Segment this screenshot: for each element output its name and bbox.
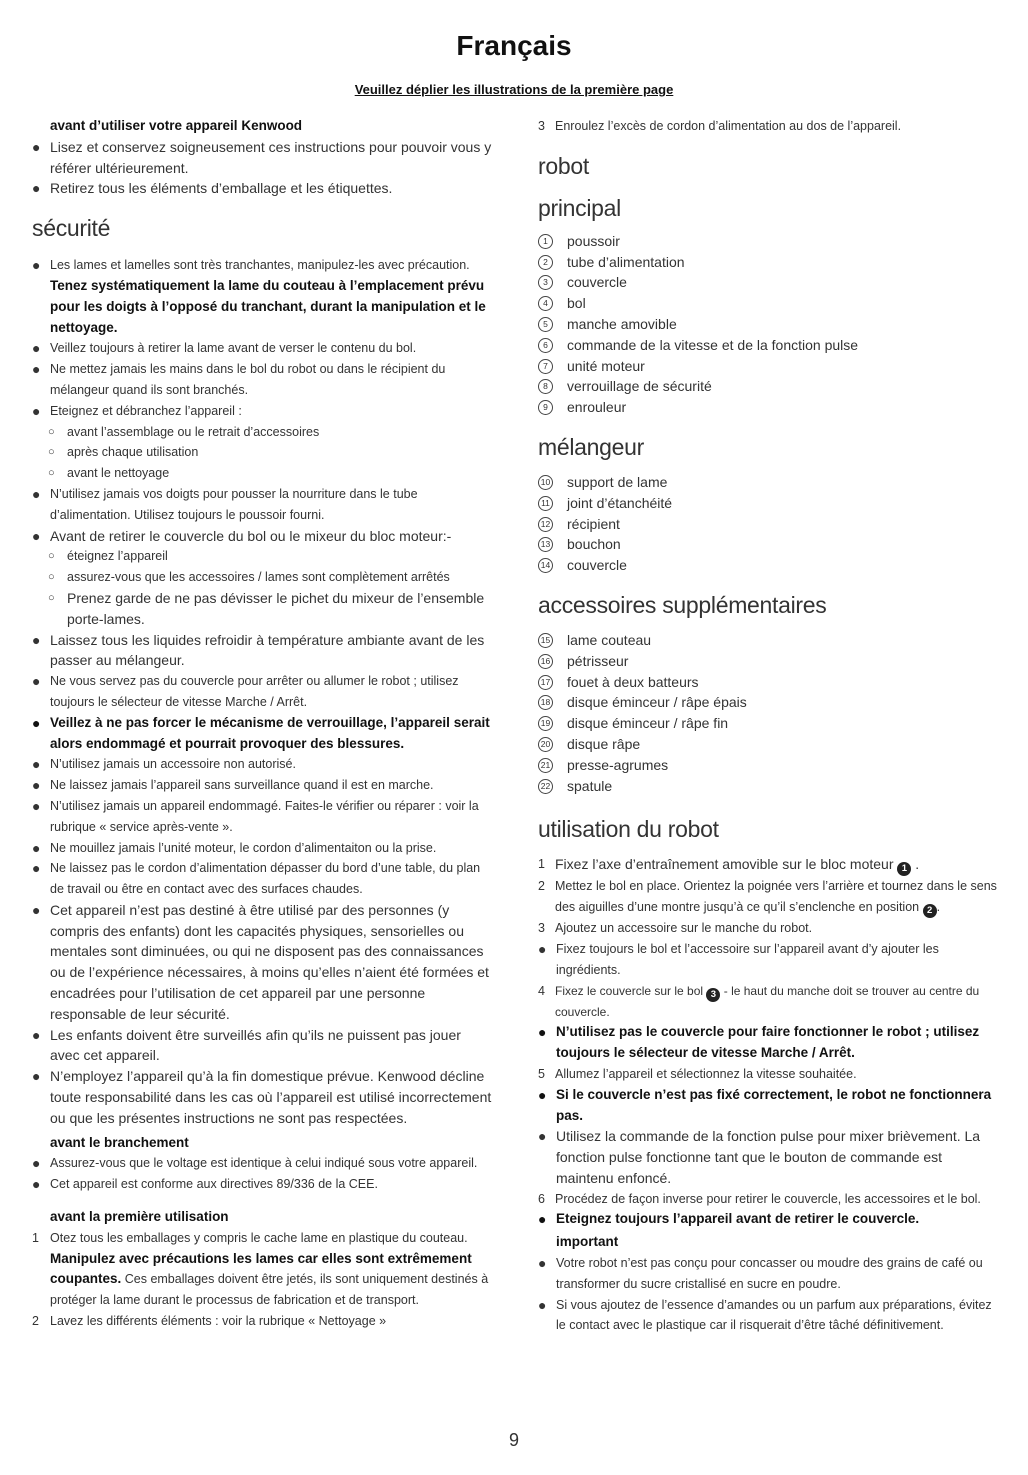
number-icon: 2	[538, 255, 553, 270]
number-icon: 19	[538, 716, 553, 731]
bullet-icon: ●	[32, 180, 41, 197]
list-item: ● Si vous ajoutez de l’essence d’amandes ou un parfum aux préparations, évitez le contact avec le plastique car il risquerait d’être tâché définitivement.	[538, 1296, 992, 1333]
list-item: 17 fouet à deux batteurs	[538, 672, 998, 693]
list-item: 11 joint d’étanchéité	[538, 493, 998, 514]
important-heading: important	[556, 1234, 619, 1250]
list-item: 2 tube d’alimentation	[538, 252, 998, 273]
bullet-icon: ●	[32, 901, 41, 918]
hollow-bullet-icon: ○	[48, 571, 55, 584]
hollow-bullet-icon: ○	[48, 446, 55, 459]
list-item: 18 disque éminceur / râpe épais	[538, 692, 998, 713]
list-item: 12 récipient	[538, 514, 998, 535]
list-item: 16 pétrisseur	[538, 651, 998, 672]
number-icon: 5	[538, 317, 553, 332]
sub-list-item: ○ assurez-vous que les accessoires / lames sont complètement arrêtés	[32, 567, 492, 588]
plugging-heading: avant le branchement	[50, 1134, 189, 1150]
bullet-icon: ●	[32, 673, 41, 690]
list-item: ● Assurez-vous que le voltage est identique à celui indiqué sous votre appareil.	[32, 1153, 492, 1174]
list-item: ● Fixez toujours le bol et l’accessoire sur l’appareil avant d’y ajouter les ingrédients.	[538, 940, 939, 977]
list-item: ● Veillez toujours à retirer la lame avant de verser le contenu du bol.	[32, 338, 492, 359]
right-column	[538, 116, 998, 1336]
bullet-icon: ●	[538, 1086, 547, 1103]
list-item: ● N’utilisez pas le couvercle pour faire fonctionner le robot ; utilisez toujours le sélecteur de vitesse Marche / Arrêt.	[538, 1024, 980, 1061]
bullet-icon: ●	[32, 756, 41, 773]
number-icon: 17	[538, 675, 553, 690]
step-item: 4 Fixez le couvercle sur le bol 3 - le haut du manche doit se trouver au centre du couvercle.	[538, 983, 980, 1019]
bullet-icon: ●	[32, 485, 41, 502]
left-column	[32, 116, 492, 1332]
list-item: 3 couvercle	[538, 272, 998, 293]
step-item: 1 Otez tous les emballages y compris le cache lame en plastique du couteau. Manipulez avec précautions les lames car elles sont extrêmement coupantes. Ces emballages doivent être jetés, ils sont uniquement destinés à protéger la lame durant le processus de fabrication et de transport.	[32, 1230, 489, 1308]
list-item: 19 disque éminceur / râpe fin	[538, 713, 998, 734]
list-item: 8 verrouillage de sécurité	[538, 376, 998, 397]
list-item: ● N’utilisez jamais un accessoire non autorisé.	[32, 754, 492, 775]
list-item: 1 poussoir	[538, 231, 998, 252]
list-item: ● N’employez l’appareil qu’à la fin domestique prévue. Kenwood décline toute responsabilité dans les cas où l’appareil est utilisé incorrectement ou que les présentes instructions ne sont pas respectées.	[32, 1068, 492, 1126]
before-use-heading: avant d’utiliser votre appareil Kenwood	[50, 118, 303, 133]
page-title: Français	[456, 30, 572, 61]
list-item: 20 disque râpe	[538, 734, 998, 755]
list-item: ● Ne vous servez pas du couvercle pour arrêter ou allumer le robot ; utilisez toujours le sélecteur de vitesse Marche / Arrêt.	[32, 673, 459, 709]
bullet-icon: ●	[32, 797, 41, 814]
number-icon: 9	[538, 400, 553, 415]
list-item: ● Cet appareil est conforme aux directives 89/336 de la CEE.	[32, 1174, 492, 1195]
page-number: 9	[508, 1430, 519, 1450]
number-icon: 16	[538, 654, 553, 669]
bullet-icon: ●	[32, 257, 41, 274]
step-3-icon: 3	[706, 988, 720, 1002]
list-item: ● Eteignez et débranchez l’appareil :	[32, 401, 492, 422]
list-item: 22 spatule	[538, 776, 998, 797]
list-item: ● Votre robot n’est pas conçu pour concasser ou moudre des grains de café ou transformer du sucre cristallisé en sucre en poudre.	[538, 1255, 983, 1291]
list-item: ● Ne laissez jamais l’appareil sans surveillance quand il est en marche.	[32, 775, 492, 796]
bullet-icon: ●	[32, 1026, 41, 1043]
bullet-icon: ●	[32, 402, 41, 419]
list-item: ● Ne laissez pas le cordon d’alimentation dépasser du bord d’une table, du plan de travail ou être en contact avec des surfaces chaudes.	[32, 860, 481, 897]
bullet-icon: ●	[538, 1128, 547, 1145]
list-item: ● Ne mouillez jamais l’unité moteur, le cordon d’alimentaiton ou la prise.	[32, 838, 492, 859]
list-item: 5 manche amovible	[538, 314, 998, 335]
list-item: ● Ne mettez jamais les mains dans le bol du robot ou dans le récipient du mélangeur quand ils sont branchés.	[32, 361, 446, 397]
usage-heading: utilisation du robot	[538, 816, 719, 843]
step-item: 3 Ajoutez un accessoire sur le manche du robot.	[538, 921, 813, 936]
number-icon: 15	[538, 633, 553, 648]
page-subtitle: Veuillez déplier les illustrations de la première page	[354, 82, 674, 97]
number-icon: 10	[538, 475, 553, 490]
bullet-icon: ●	[538, 1255, 547, 1272]
sub-list-item: ○ avant le nettoyage	[32, 463, 492, 484]
list-item: 6 commande de la vitesse et de la fonction pulse	[538, 335, 998, 356]
bullet-icon: ●	[32, 631, 41, 648]
number-icon: 13	[538, 537, 553, 552]
number-icon: 6	[538, 338, 553, 353]
step-item: 1 Fixez l’axe d’entraînement amovible sur le bloc moteur 1 .	[538, 856, 920, 875]
list-item: ● Lisez et conservez soigneusement ces instructions pour pouvoir vous y référer ultérieurement.	[32, 138, 492, 176]
bullet-icon: ●	[32, 1176, 41, 1193]
bullet-icon: ●	[32, 527, 41, 544]
list-item: ● Les enfants doivent être surveillés afin qu’ils ne puissent pas jouer avec cet appareil.	[32, 1026, 461, 1064]
hollow-bullet-icon: ○	[48, 550, 55, 563]
bullet-icon: ●	[32, 777, 41, 794]
step-item: 2 Lavez les différents éléments : voir la rubrique « Nettoyage »	[32, 1314, 387, 1329]
number-icon: 3	[538, 275, 553, 290]
sub-list-item: ○ Prenez garde de ne pas dévisser le pichet du mixeur de l’ensemble porte-lames.	[48, 589, 485, 627]
bullet-icon: ●	[32, 138, 41, 155]
step-1-icon: 1	[897, 862, 911, 876]
bullet-icon: ●	[32, 714, 41, 731]
step-item: 6 Procédez de façon inverse pour retirer le couvercle, les accessoires et le bol.	[538, 1191, 981, 1206]
safety-heading: sécurité	[32, 215, 111, 242]
bullet-icon: ●	[32, 839, 41, 856]
step-item: 2 Mettez le bol en place. Orientez la poignée vers l’arrière et tournez dans le sens des aiguilles d’une montre jusqu’à ce qu’il s’enclenche en position 2 .	[538, 879, 997, 917]
principal-heading: principal	[538, 194, 621, 221]
list-item: ● Si le couvercle n’est pas fixé correctement, le robot ne fonctionnera pas.	[538, 1086, 992, 1123]
sub-list-item: ○ éteignez l’appareil	[32, 546, 492, 567]
first-use-heading: avant la première utilisation	[50, 1209, 229, 1225]
number-icon: 7	[538, 359, 553, 374]
list-item: ● N’utilisez jamais un appareil endommagé. Faites-le vérifier ou réparer : voir la rubrique « service après-vente ».	[32, 797, 479, 834]
list-item: ● Utilisez la commande de la fonction pulse pour mixer brièvement. La fonction pulse fonctionne tant que le bouton de commande est maintenu enfoncé.	[538, 1128, 981, 1186]
list-item: 15 lame couteau	[538, 630, 998, 651]
number-icon: 12	[538, 517, 553, 532]
step-item: 3 Enroulez l’excès de cordon d’alimentation au dos de l’appareil.	[538, 119, 902, 133]
number-icon: 4	[538, 296, 553, 311]
number-icon: 18	[538, 695, 553, 710]
step-2-icon: 2	[923, 904, 937, 918]
list-item: 10 support de lame	[538, 472, 998, 493]
number-icon: 22	[538, 779, 553, 794]
list-item: ● N’utilisez jamais vos doigts pour pousser la nourriture dans le tube d’alimentation. Utilisez toujours le poussoir fourni.	[32, 485, 418, 522]
list-item: ● Cet appareil n’est pas destiné à être utilisé par des personnes (y compris des enfants) dont les capacités physiques, sensorielles ou mentales sont diminuées, ou qui ne disposent pas des connaissances ou de l’expérience nécessaires, à moins qu’elles n’aient été formées et encadrées pour l’utilisation de cet appareil par une personne responsable de leur sécurité.	[32, 901, 489, 1022]
step-item: 5 Allumez l’appareil et sélectionnez la vitesse souhaitée.	[538, 1066, 857, 1081]
number-icon: 21	[538, 758, 553, 773]
hollow-bullet-icon: ○	[48, 467, 55, 480]
bullet-icon: ●	[538, 1296, 547, 1313]
number-icon: 20	[538, 737, 553, 752]
bullet-icon: ●	[538, 1211, 547, 1228]
sub-list-item: ○ après chaque utilisation	[32, 442, 492, 463]
hollow-bullet-icon: ○	[48, 425, 55, 438]
list-item: ● Veillez à ne pas forcer le mécanisme de verrouillage, l’appareil serait alors endommagé et pourrait provoquer des blessures.	[32, 714, 490, 751]
sub-list-item: ○ avant l’assemblage ou le retrait d’accessoires	[32, 422, 492, 443]
bullet-icon: ●	[32, 340, 41, 357]
list-item: ● Les lames et lamelles sont très tranchantes, manipulez-les avec précaution. Tenez systématiquement la lame du couteau à l’emplacement prévu pour les doigts à l’opposé du tranchant, durant la manipulation et le nettoyage.	[32, 257, 486, 335]
list-item: 14 couvercle	[538, 555, 998, 576]
bullet-icon: ●	[538, 1024, 547, 1041]
robot-heading: robot	[538, 152, 589, 179]
accessories-heading: accessoires supplémentaires	[538, 591, 827, 618]
list-item: ● Eteignez toujours l’appareil avant de retirer le couvercle.	[538, 1209, 998, 1230]
bullet-icon: ●	[32, 860, 41, 877]
list-item: 21 presse-agrumes	[538, 755, 998, 776]
blender-heading: mélangeur	[538, 433, 644, 460]
list-item: ● Laissez tous les liquides refroidir à température ambiante avant de les passer au mélangeur.	[32, 631, 485, 669]
number-icon: 14	[538, 558, 553, 573]
bullet-icon: ●	[538, 940, 547, 957]
list-item: 13 bouchon	[538, 534, 998, 555]
hollow-bullet-icon: ○	[48, 591, 55, 604]
number-icon: 11	[538, 496, 553, 511]
bullet-icon: ●	[32, 361, 41, 378]
bullet-icon: ●	[32, 1155, 41, 1172]
list-item: 7 unité moteur	[538, 356, 998, 377]
number-icon: 8	[538, 379, 553, 394]
list-item: 4 bol	[538, 293, 998, 314]
number-icon: 1	[538, 234, 553, 249]
list-item: 9 enrouleur	[538, 397, 998, 418]
list-item: ● Avant de retirer le couvercle du bol ou le mixeur du bloc moteur:-	[32, 526, 492, 547]
bullet-icon: ●	[32, 1068, 41, 1085]
list-item: ● Retirez tous les éléments d’emballage et les étiquettes.	[32, 178, 492, 199]
